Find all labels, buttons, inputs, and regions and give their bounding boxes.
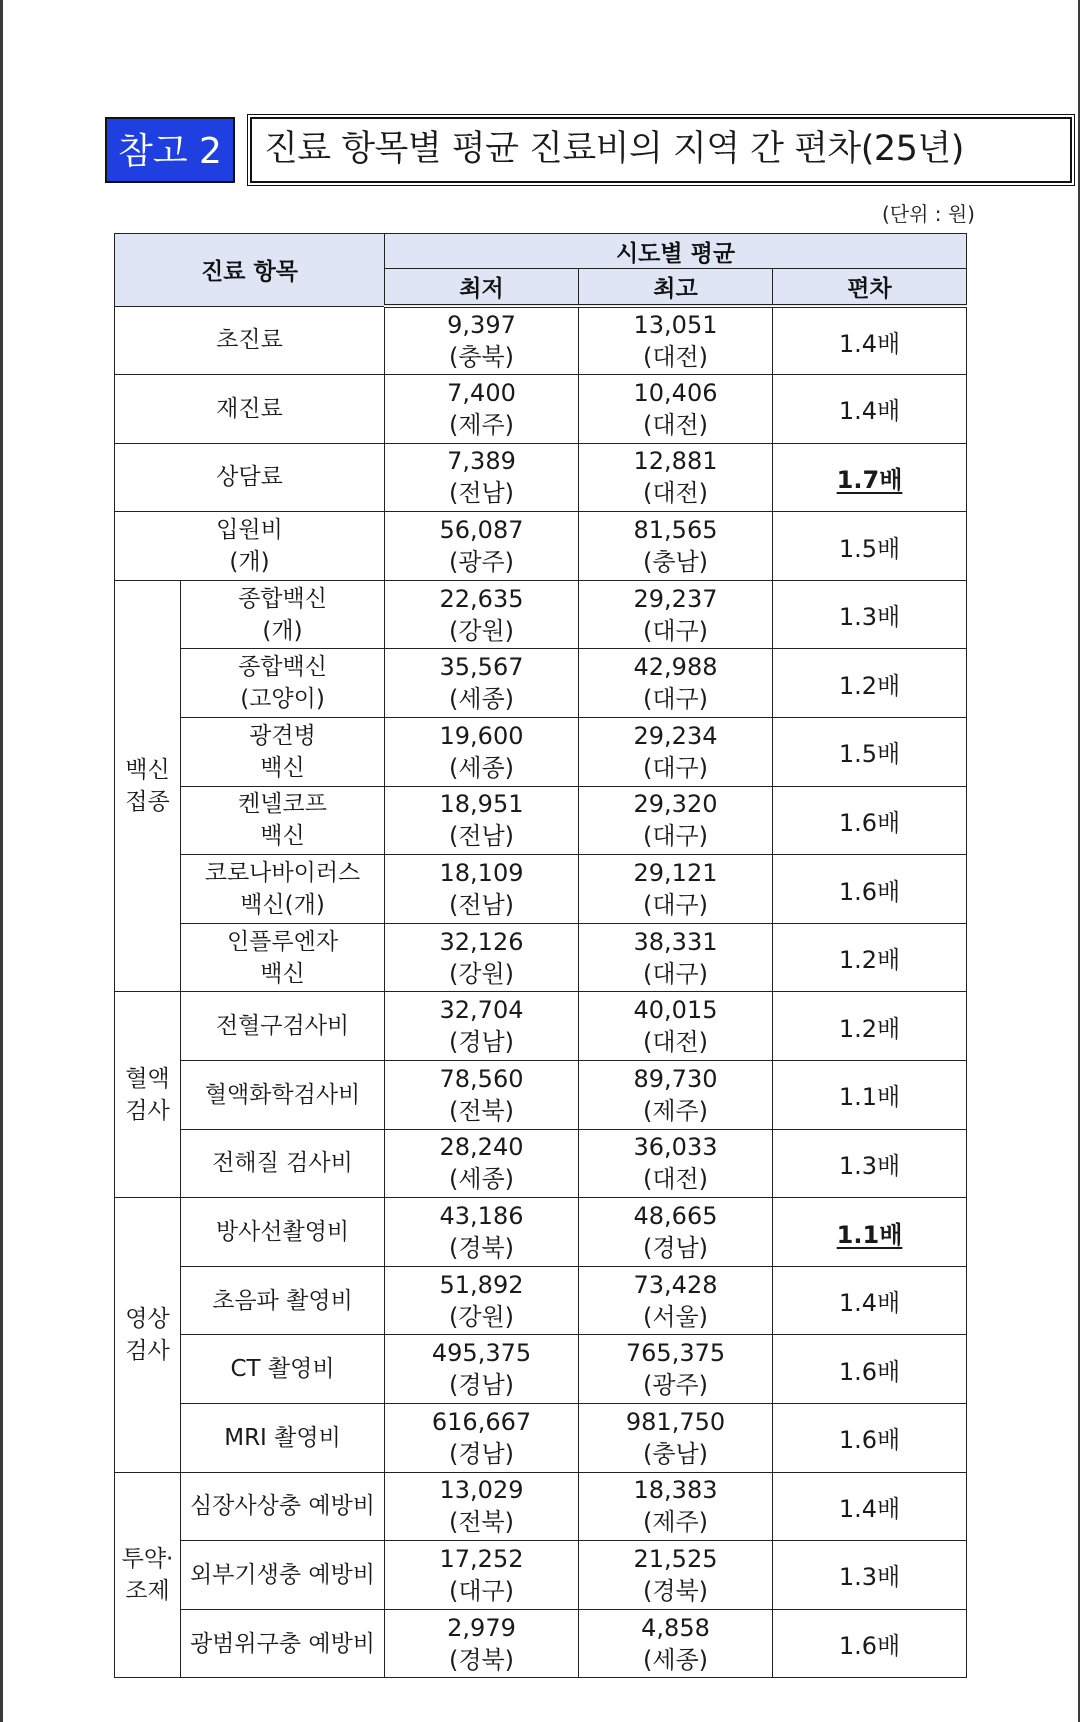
deviation-cell: 1.3배 <box>773 1129 967 1198</box>
table-row <box>115 306 967 375</box>
table-row <box>115 1198 967 1267</box>
table-row <box>115 1266 967 1335</box>
deviation-cell: 1.5배 <box>773 512 967 581</box>
min-cell: 56,087 (광주) <box>385 512 579 581</box>
deviation-cell: 1.1배 <box>773 1061 967 1130</box>
min-cell: 43,186 (경북) <box>385 1198 579 1267</box>
item-name: 켄넬코프 백신 <box>181 786 385 855</box>
max-cell: 40,015 (대전) <box>579 992 773 1061</box>
table-row <box>115 992 967 1061</box>
max-cell: 29,237 (대구) <box>579 580 773 649</box>
table-row <box>115 1541 967 1610</box>
min-cell: 18,109 (전남) <box>385 855 579 924</box>
deviation-cell: 1.6배 <box>773 1404 967 1473</box>
min-cell: 2,979 (경북) <box>385 1609 579 1678</box>
item-name: 혈액화학검사비 <box>181 1061 385 1130</box>
min-cell: 35,567 (세종) <box>385 649 579 718</box>
min-cell: 17,252 (대구) <box>385 1541 579 1610</box>
reference-badge: 참고 2 <box>105 117 235 183</box>
deviation-cell: 1.2배 <box>773 649 967 718</box>
deviation-cell: 1.4배 <box>773 306 967 375</box>
deviation-cell: 1.5배 <box>773 718 967 787</box>
cost-table <box>114 233 967 1678</box>
min-cell: 13,029 (전북) <box>385 1472 579 1541</box>
min-cell: 9,397 (충북) <box>385 306 579 375</box>
max-cell: 73,428 (서울) <box>579 1266 773 1335</box>
min-cell: 19,600 (세종) <box>385 718 579 787</box>
max-cell: 29,234 (대구) <box>579 718 773 787</box>
max-cell: 42,988 (대구) <box>579 649 773 718</box>
header-max: 최고 <box>579 269 773 307</box>
item-name: 전혈구검사비 <box>181 992 385 1061</box>
min-cell: 32,704 (경남) <box>385 992 579 1061</box>
min-cell: 78,560 (전북) <box>385 1061 579 1130</box>
min-cell: 51,892 (강원) <box>385 1266 579 1335</box>
table-row <box>115 1129 967 1198</box>
max-cell: 81,565 (충남) <box>579 512 773 581</box>
item-name: 재진료 <box>115 375 385 444</box>
header-min: 최저 <box>385 269 579 307</box>
table-row <box>115 443 967 512</box>
deviation-cell: 1.6배 <box>773 1609 967 1678</box>
item-name: CT 촬영비 <box>181 1335 385 1404</box>
table-row <box>115 923 967 992</box>
item-name: 입원비 (개) <box>115 512 385 581</box>
max-cell: 21,525 (경북) <box>579 1541 773 1610</box>
deviation-cell: 1.4배 <box>773 375 967 444</box>
max-cell: 29,121 (대구) <box>579 855 773 924</box>
max-cell: 4,858 (세종) <box>579 1609 773 1678</box>
table-row <box>115 1609 967 1678</box>
item-name: 전해질 검사비 <box>181 1129 385 1198</box>
max-cell: 48,665 (경남) <box>579 1198 773 1267</box>
max-cell: 38,331 (대구) <box>579 923 773 992</box>
header-item: 진료 항목 <box>115 234 385 307</box>
deviation-cell: 1.3배 <box>773 580 967 649</box>
min-cell: 32,126 (강원) <box>385 923 579 992</box>
item-name: 인플루엔자 백신 <box>181 923 385 992</box>
table-row <box>115 512 967 581</box>
min-cell: 22,635 (강원) <box>385 580 579 649</box>
max-cell: 10,406 (대전) <box>579 375 773 444</box>
table-row <box>115 1335 967 1404</box>
min-cell: 28,240 (세종) <box>385 1129 579 1198</box>
header-deviation: 편차 <box>773 269 967 307</box>
max-cell: 18,383 (제주) <box>579 1472 773 1541</box>
deviation-cell: 1.3배 <box>773 1541 967 1610</box>
item-name: 종합백신 (고양이) <box>181 649 385 718</box>
deviation-cell: 1.2배 <box>773 992 967 1061</box>
deviation-cell: 1.6배 <box>773 1335 967 1404</box>
table-row <box>115 375 967 444</box>
max-cell: 29,320 (대구) <box>579 786 773 855</box>
deviation-cell-highlight: 1.1배 <box>773 1198 967 1267</box>
group-label-imaging: 영상 검사 <box>115 1198 181 1472</box>
item-name: 심장사상충 예방비 <box>181 1472 385 1541</box>
item-name: 방사선촬영비 <box>181 1198 385 1267</box>
table-row <box>115 718 967 787</box>
group-label-vaccine: 백신 접종 <box>115 580 181 992</box>
group-label-medication: 투약· 조제 <box>115 1472 181 1678</box>
table-row <box>115 1061 967 1130</box>
deviation-cell: 1.6배 <box>773 855 967 924</box>
item-name: MRI 촬영비 <box>181 1404 385 1473</box>
item-name: 초진료 <box>115 306 385 375</box>
min-cell: 7,389 (전남) <box>385 443 579 512</box>
table-row <box>115 1404 967 1473</box>
item-name: 코로나바이러스 백신(개) <box>181 855 385 924</box>
unit-note: (단위 : 원) <box>881 202 975 226</box>
deviation-cell: 1.4배 <box>773 1266 967 1335</box>
max-cell: 89,730 (제주) <box>579 1061 773 1130</box>
max-cell: 13,051 (대전) <box>579 306 773 375</box>
page-left-edge <box>0 0 3 1722</box>
page-title: 진료 항목별 평균 진료비의 지역 간 편차(25년) <box>250 117 1072 183</box>
deviation-cell: 1.6배 <box>773 786 967 855</box>
min-cell: 18,951 (전남) <box>385 786 579 855</box>
table-row <box>115 580 967 649</box>
max-cell: 12,881 (대전) <box>579 443 773 512</box>
min-cell: 7,400 (제주) <box>385 375 579 444</box>
min-cell: 495,375 (경남) <box>385 1335 579 1404</box>
item-name: 광범위구충 예방비 <box>181 1609 385 1678</box>
max-cell: 765,375 (광주) <box>579 1335 773 1404</box>
item-name: 상담료 <box>115 443 385 512</box>
table-row <box>115 1472 967 1541</box>
item-name: 광견병 백신 <box>181 718 385 787</box>
item-name: 외부기생충 예방비 <box>181 1541 385 1610</box>
max-cell: 36,033 (대전) <box>579 1129 773 1198</box>
header-regional-average: 시도별 평균 <box>385 234 967 269</box>
min-cell: 616,667 (경남) <box>385 1404 579 1473</box>
deviation-cell: 1.2배 <box>773 923 967 992</box>
table-row <box>115 786 967 855</box>
deviation-cell-highlight: 1.7배 <box>773 443 967 512</box>
item-name: 초음파 촬영비 <box>181 1266 385 1335</box>
max-cell: 981,750 (충남) <box>579 1404 773 1473</box>
table-row <box>115 855 967 924</box>
deviation-cell: 1.4배 <box>773 1472 967 1541</box>
group-label-blood: 혈액 검사 <box>115 992 181 1198</box>
item-name: 종합백신 (개) <box>181 580 385 649</box>
table-row <box>115 649 967 718</box>
